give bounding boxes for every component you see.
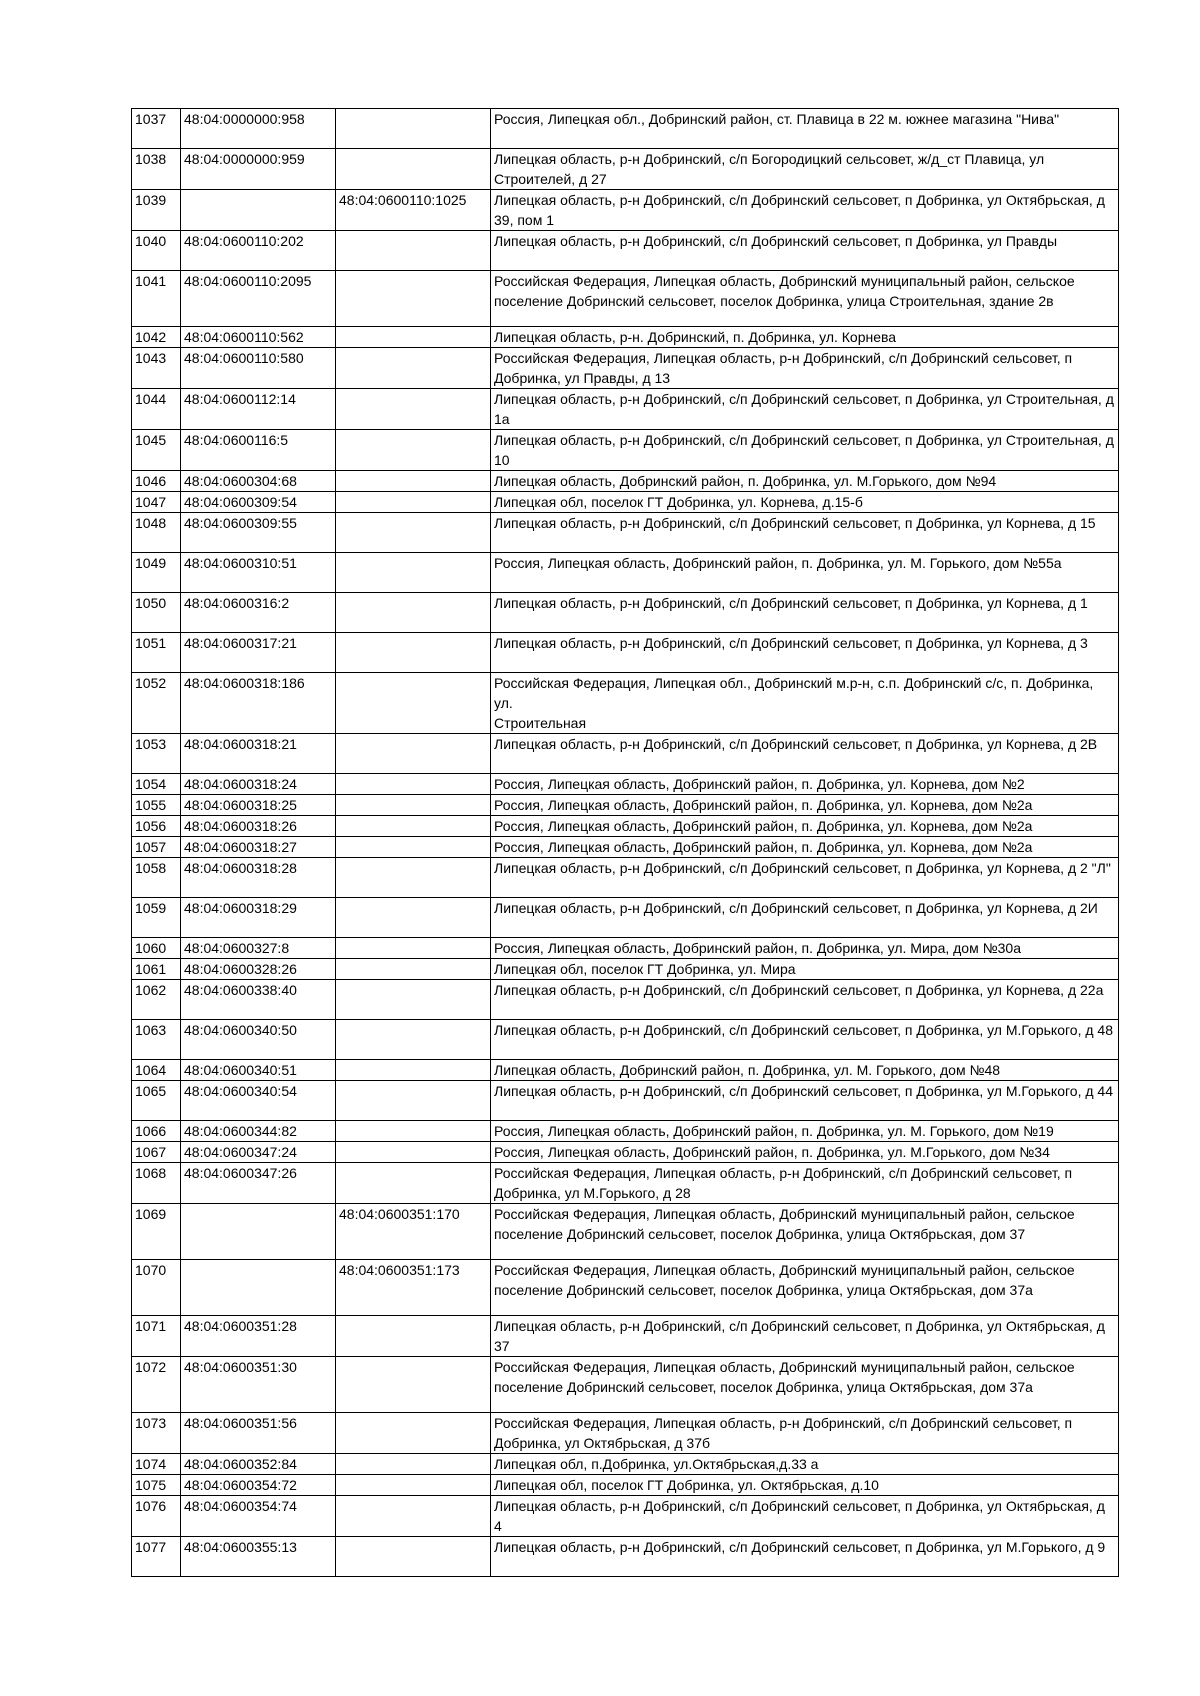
table-row	[132, 1475, 1119, 1496]
table-row	[132, 774, 1119, 795]
row-number-cell: 1043	[132, 348, 181, 389]
cadastral-number-cell: 48:04:0600340:54	[181, 1081, 336, 1121]
cadastral-number-cell: 48:04:0600318:26	[181, 816, 336, 837]
table-row	[132, 513, 1119, 553]
row-number-cell: 1072	[132, 1357, 181, 1413]
address-cell: Липецкая область, р-н Добринский, с/п Добринский сельсовет, п Добринка, ул Октябрьская, д 4	[491, 1496, 1119, 1537]
table-row	[132, 1020, 1119, 1060]
cadastral-number-cell: 48:04:0600328:26	[181, 959, 336, 980]
property-registry-table	[131, 108, 1119, 1577]
row-number-cell: 1064	[132, 1060, 181, 1081]
cadastral-number-cell: 48:04:0000000:958	[181, 109, 336, 149]
cadastral-number-cell	[181, 1260, 336, 1316]
row-number-cell: 1062	[132, 980, 181, 1020]
secondary-cadastral-number-cell	[336, 633, 491, 673]
secondary-cadastral-number-cell	[336, 1357, 491, 1413]
secondary-cadastral-number-cell	[336, 795, 491, 816]
secondary-cadastral-number-cell	[336, 327, 491, 348]
table-row	[132, 1204, 1119, 1260]
table-row	[132, 1142, 1119, 1163]
secondary-cadastral-number-cell	[336, 1413, 491, 1454]
table-row	[132, 795, 1119, 816]
address-cell: Липецкая область, р-н Добринский, с/п Добринский сельсовет, п Добринка, ул Строительная, д 1а	[491, 389, 1119, 430]
table-row	[132, 633, 1119, 673]
secondary-cadastral-number-cell	[336, 938, 491, 959]
secondary-cadastral-number-cell	[336, 149, 491, 190]
secondary-cadastral-number-cell	[336, 389, 491, 430]
secondary-cadastral-number-cell	[336, 492, 491, 513]
secondary-cadastral-number-cell	[336, 1121, 491, 1142]
secondary-cadastral-number-cell	[336, 109, 491, 149]
secondary-cadastral-number-cell	[336, 734, 491, 774]
secondary-cadastral-number-cell	[336, 553, 491, 593]
table-row	[132, 471, 1119, 492]
secondary-cadastral-number-cell	[336, 231, 491, 271]
secondary-cadastral-number-cell	[336, 1475, 491, 1496]
address-cell: Липецкая область, Добринский район, п. Добринка, ул. М.Горького, дом №94	[491, 471, 1119, 492]
table-row	[132, 430, 1119, 471]
cadastral-number-cell: 48:04:0600110:562	[181, 327, 336, 348]
row-number-cell: 1045	[132, 430, 181, 471]
address-cell: Российская Федерация, Липецкая обл., Добринский м.р-н, с.п. Добринский с/с, п. Добринка, ул. Строительная	[491, 673, 1119, 734]
secondary-cadastral-number-cell	[336, 1537, 491, 1577]
row-number-cell: 1073	[132, 1413, 181, 1454]
table-row	[132, 1121, 1119, 1142]
secondary-cadastral-number-cell: 48:04:0600351:173	[336, 1260, 491, 1316]
cadastral-number-cell	[181, 1204, 336, 1260]
address-cell: Липецкая область, р-н Добринский, с/п Добринский сельсовет, п Добринка, ул Корнева, д 2И	[491, 898, 1119, 938]
table-row	[132, 816, 1119, 837]
cadastral-number-cell: 48:04:0600351:28	[181, 1316, 336, 1357]
cadastral-number-cell: 48:04:0600112:14	[181, 389, 336, 430]
secondary-cadastral-number-cell	[336, 898, 491, 938]
address-cell: Россия, Липецкая область, Добринский район, п. Добринка, ул. Корнева, дом №2а	[491, 816, 1119, 837]
table-row	[132, 1260, 1119, 1316]
row-number-cell: 1069	[132, 1204, 181, 1260]
table-row	[132, 673, 1119, 734]
table-row	[132, 348, 1119, 389]
secondary-cadastral-number-cell	[336, 593, 491, 633]
row-number-cell: 1052	[132, 673, 181, 734]
row-number-cell: 1044	[132, 389, 181, 430]
address-cell: Российская Федерация, Липецкая область, р-н Добринский, с/п Добринский сельсовет, п Добринка, ул Октябрьская, д 37б	[491, 1413, 1119, 1454]
cadastral-number-cell: 48:04:0600340:50	[181, 1020, 336, 1060]
table-row	[132, 492, 1119, 513]
address-cell: Липецкая область, Добринский район, п. Добринка, ул. М. Горького, дом №48	[491, 1060, 1119, 1081]
cadastral-number-cell: 48:04:0600318:28	[181, 858, 336, 898]
address-cell: Липецкая область, р-н Добринский, с/п Добринский сельсовет, п Добринка, ул Правды	[491, 231, 1119, 271]
table-row	[132, 1081, 1119, 1121]
secondary-cadastral-number-cell	[336, 1163, 491, 1204]
cadastral-number-cell: 48:04:0000000:959	[181, 149, 336, 190]
address-cell: Россия, Липецкая область, Добринский район, п. Добринка, ул. Корнева, дом №2а	[491, 795, 1119, 816]
row-number-cell: 1048	[132, 513, 181, 553]
address-cell: Российская Федерация, Липецкая область, Добринский муниципальный район, сельское поселение Добринский сельсовет, поселок Добринка, улица Октябрьская, дом 37	[491, 1204, 1119, 1260]
secondary-cadastral-number-cell	[336, 673, 491, 734]
address-cell: Россия, Липецкая обл., Добринский район, ст. Плавица в 22 м. южнее магазина "Нива"	[491, 109, 1119, 149]
table-row	[132, 938, 1119, 959]
cadastral-number-cell: 48:04:0600304:68	[181, 471, 336, 492]
address-cell: Липецкая область, р-н Добринский, с/п Добринский сельсовет, п Добринка, ул М.Горького, д 48	[491, 1020, 1119, 1060]
row-number-cell: 1061	[132, 959, 181, 980]
table-row	[132, 1537, 1119, 1577]
row-number-cell: 1059	[132, 898, 181, 938]
cadastral-number-cell	[181, 190, 336, 231]
row-number-cell: 1074	[132, 1454, 181, 1475]
address-cell: Российская Федерация, Липецкая область, р-н Добринский, с/п Добринский сельсовет, п Добринка, ул М.Горького, д 28	[491, 1163, 1119, 1204]
row-number-cell: 1063	[132, 1020, 181, 1060]
address-cell: Липецкая область, р-н Добринский, с/п Добринский сельсовет, п Добринка, ул Октябрьская, д 37	[491, 1316, 1119, 1357]
address-cell: Липецкая область, р-н Добринский, с/п Богородицкий сельсовет, ж/д_ст Плавица, ул Строителей, д 27	[491, 149, 1119, 190]
row-number-cell: 1068	[132, 1163, 181, 1204]
row-number-cell: 1057	[132, 837, 181, 858]
cadastral-number-cell: 48:04:0600309:54	[181, 492, 336, 513]
cadastral-number-cell: 48:04:0600318:21	[181, 734, 336, 774]
table-row	[132, 734, 1119, 774]
address-cell: Липецкая область, р-н Добринский, с/п Добринский сельсовет, п Добринка, ул М.Горького, д 44	[491, 1081, 1119, 1121]
table-row	[132, 231, 1119, 271]
cadastral-number-cell: 48:04:0600347:26	[181, 1163, 336, 1204]
table-row	[132, 1060, 1119, 1081]
address-cell: Липецкая область, р-н Добринский, с/п Добринский сельсовет, п Добринка, ул Октябрьская, д 39, пом 1	[491, 190, 1119, 231]
row-number-cell: 1050	[132, 593, 181, 633]
row-number-cell: 1076	[132, 1496, 181, 1537]
address-cell: Липецкая область, р-н. Добринский, п. Добринка, ул. Корнева	[491, 327, 1119, 348]
row-number-cell: 1075	[132, 1475, 181, 1496]
table-row	[132, 1496, 1119, 1537]
row-number-cell: 1070	[132, 1260, 181, 1316]
cadastral-number-cell: 48:04:0600354:74	[181, 1496, 336, 1537]
cadastral-number-cell: 48:04:0600347:24	[181, 1142, 336, 1163]
secondary-cadastral-number-cell	[336, 1316, 491, 1357]
cadastral-number-cell: 48:04:0600309:55	[181, 513, 336, 553]
address-cell: Россия, Липецкая область, Добринский район, п. Добринка, ул. М. Горького, дом №19	[491, 1121, 1119, 1142]
address-cell: Липецкая обл, поселок ГТ Добринка, ул. Октябрьская, д.10	[491, 1475, 1119, 1496]
cadastral-number-cell: 48:04:0600318:25	[181, 795, 336, 816]
address-cell: Россия, Липецкая область, Добринский район, п. Добринка, ул. Мира, дом №30а	[491, 938, 1119, 959]
table-row	[132, 389, 1119, 430]
row-number-cell: 1049	[132, 553, 181, 593]
row-number-cell: 1067	[132, 1142, 181, 1163]
secondary-cadastral-number-cell	[336, 837, 491, 858]
address-cell: Российская Федерация, Липецкая область, р-н Добринский, с/п Добринский сельсовет, п Добринка, ул Правды, д 13	[491, 348, 1119, 389]
address-cell: Липецкая область, р-н Добринский, с/п Добринский сельсовет, п Добринка, ул Корнева, д 2 "Л"	[491, 858, 1119, 898]
secondary-cadastral-number-cell	[336, 980, 491, 1020]
address-cell: Липецкая область, р-н Добринский, с/п Добринский сельсовет, п Добринка, ул Корнева, д 3	[491, 633, 1119, 673]
address-cell: Липецкая область, р-н Добринский, с/п Добринский сельсовет, п Добринка, ул Корнева, д 1	[491, 593, 1119, 633]
table-row	[132, 1316, 1119, 1357]
secondary-cadastral-number-cell	[336, 774, 491, 795]
secondary-cadastral-number-cell: 48:04:0600351:170	[336, 1204, 491, 1260]
address-cell: Липецкая область, р-н Добринский, с/п Добринский сельсовет, п Добринка, ул М.Горького, д 9	[491, 1537, 1119, 1577]
address-cell: Россия, Липецкая область, Добринский район, п. Добринка, ул. Корнева, дом №2а	[491, 837, 1119, 858]
address-cell: Россия, Липецкая область, Добринский район, п. Добринка, ул. М. Горького, дом №55а	[491, 553, 1119, 593]
table-row	[132, 980, 1119, 1020]
cadastral-number-cell: 48:04:0600327:8	[181, 938, 336, 959]
secondary-cadastral-number-cell	[336, 1454, 491, 1475]
row-number-cell: 1047	[132, 492, 181, 513]
table-row	[132, 898, 1119, 938]
row-number-cell: 1058	[132, 858, 181, 898]
cadastral-number-cell: 48:04:0600318:27	[181, 837, 336, 858]
table-row	[132, 593, 1119, 633]
registry-table-body	[132, 109, 1119, 1577]
secondary-cadastral-number-cell	[336, 513, 491, 553]
cadastral-number-cell: 48:04:0600351:30	[181, 1357, 336, 1413]
row-number-cell: 1046	[132, 471, 181, 492]
row-number-cell: 1037	[132, 109, 181, 149]
row-number-cell: 1060	[132, 938, 181, 959]
row-number-cell: 1040	[132, 231, 181, 271]
table-row	[132, 837, 1119, 858]
address-cell: Липецкая обл, п.Добринка, ул.Октябрьская,д.33 а	[491, 1454, 1119, 1475]
cadastral-number-cell: 48:04:0600318:186	[181, 673, 336, 734]
secondary-cadastral-number-cell	[336, 271, 491, 327]
table-row	[132, 858, 1119, 898]
table-row	[132, 149, 1119, 190]
address-cell: Российская Федерация, Липецкая область, Добринский муниципальный район, сельское поселение Добринский сельсовет, поселок Добринка, улица Октябрьская, дом 37а	[491, 1357, 1119, 1413]
secondary-cadastral-number-cell	[336, 348, 491, 389]
cadastral-number-cell: 48:04:0600340:51	[181, 1060, 336, 1081]
cadastral-number-cell: 48:04:0600351:56	[181, 1413, 336, 1454]
cadastral-number-cell: 48:04:0600116:5	[181, 430, 336, 471]
row-number-cell: 1039	[132, 190, 181, 231]
row-number-cell: 1065	[132, 1081, 181, 1121]
cadastral-number-cell: 48:04:0600318:24	[181, 774, 336, 795]
address-cell: Российская Федерация, Липецкая область, Добринский муниципальный район, сельское поселение Добринский сельсовет, поселок Добринка, улица Октябрьская, дом 37а	[491, 1260, 1119, 1316]
secondary-cadastral-number-cell	[336, 858, 491, 898]
address-cell: Липецкая область, р-н Добринский, с/п Добринский сельсовет, п Добринка, ул Корнева, д 22а	[491, 980, 1119, 1020]
address-cell: Липецкая обл, поселок ГТ Добринка, ул. Мира	[491, 959, 1119, 980]
address-cell: Россия, Липецкая область, Добринский район, п. Добринка, ул. М.Горького, дом №34	[491, 1142, 1119, 1163]
cadastral-number-cell: 48:04:0600354:72	[181, 1475, 336, 1496]
secondary-cadastral-number-cell	[336, 430, 491, 471]
address-cell: Россия, Липецкая область, Добринский район, п. Добринка, ул. Корнева, дом №2	[491, 774, 1119, 795]
row-number-cell: 1051	[132, 633, 181, 673]
row-number-cell: 1054	[132, 774, 181, 795]
row-number-cell: 1077	[132, 1537, 181, 1577]
row-number-cell: 1038	[132, 149, 181, 190]
address-cell: Липецкая область, р-н Добринский, с/п Добринский сельсовет, п Добринка, ул Строительная, д 10	[491, 430, 1119, 471]
cadastral-number-cell: 48:04:0600317:21	[181, 633, 336, 673]
table-row	[132, 190, 1119, 231]
cadastral-number-cell: 48:04:0600318:29	[181, 898, 336, 938]
cadastral-number-cell: 48:04:0600110:2095	[181, 271, 336, 327]
row-number-cell: 1042	[132, 327, 181, 348]
secondary-cadastral-number-cell	[336, 1496, 491, 1537]
address-cell: Липецкая обл, поселок ГТ Добринка, ул. Корнева, д.15-б	[491, 492, 1119, 513]
table-row	[132, 327, 1119, 348]
secondary-cadastral-number-cell: 48:04:0600110:1025	[336, 190, 491, 231]
cadastral-number-cell: 48:04:0600310:51	[181, 553, 336, 593]
address-cell: Липецкая область, р-н Добринский, с/п Добринский сельсовет, п Добринка, ул Корнева, д 2В	[491, 734, 1119, 774]
table-row	[132, 1413, 1119, 1454]
row-number-cell: 1041	[132, 271, 181, 327]
table-row	[132, 1163, 1119, 1204]
cadastral-number-cell: 48:04:0600316:2	[181, 593, 336, 633]
row-number-cell: 1056	[132, 816, 181, 837]
cadastral-number-cell: 48:04:0600338:40	[181, 980, 336, 1020]
row-number-cell: 1055	[132, 795, 181, 816]
cadastral-number-cell: 48:04:0600110:202	[181, 231, 336, 271]
cadastral-number-cell: 48:04:0600355:13	[181, 1537, 336, 1577]
table-row	[132, 553, 1119, 593]
row-number-cell: 1053	[132, 734, 181, 774]
secondary-cadastral-number-cell	[336, 1142, 491, 1163]
address-cell: Липецкая область, р-н Добринский, с/п Добринский сельсовет, п Добринка, ул Корнева, д 15	[491, 513, 1119, 553]
row-number-cell: 1071	[132, 1316, 181, 1357]
table-row	[132, 109, 1119, 149]
table-row	[132, 1357, 1119, 1413]
table-row	[132, 1454, 1119, 1475]
secondary-cadastral-number-cell	[336, 1060, 491, 1081]
secondary-cadastral-number-cell	[336, 1020, 491, 1060]
row-number-cell: 1066	[132, 1121, 181, 1142]
address-cell: Российская Федерация, Липецкая область, Добринский муниципальный район, сельское поселение Добринский сельсовет, поселок Добринка, улица Строительная, здание 2в	[491, 271, 1119, 327]
table-row	[132, 271, 1119, 327]
secondary-cadastral-number-cell	[336, 959, 491, 980]
cadastral-number-cell: 48:04:0600344:82	[181, 1121, 336, 1142]
cadastral-number-cell: 48:04:0600110:580	[181, 348, 336, 389]
table-row	[132, 959, 1119, 980]
secondary-cadastral-number-cell	[336, 471, 491, 492]
secondary-cadastral-number-cell	[336, 816, 491, 837]
secondary-cadastral-number-cell	[336, 1081, 491, 1121]
cadastral-number-cell: 48:04:0600352:84	[181, 1454, 336, 1475]
